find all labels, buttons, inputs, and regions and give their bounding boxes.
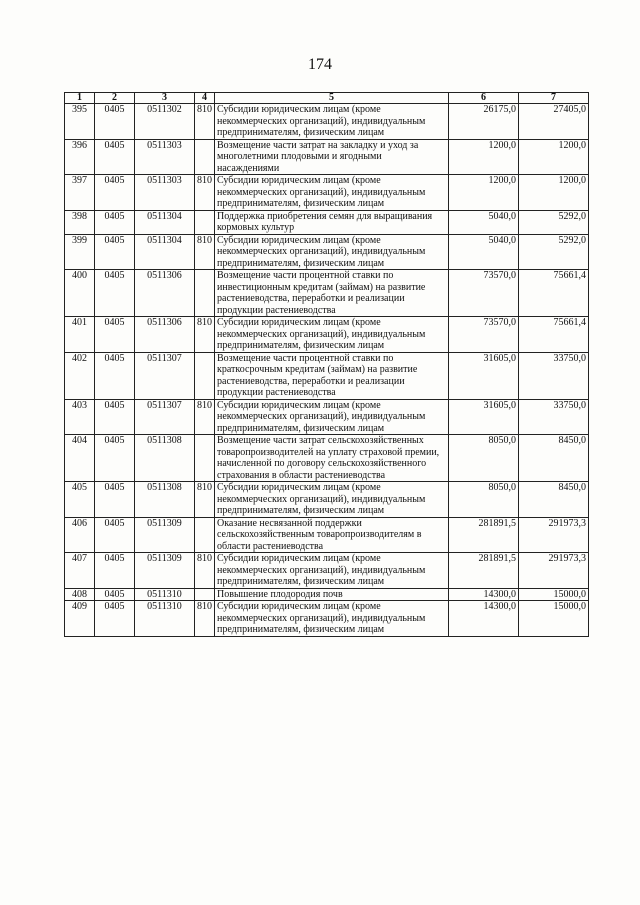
section-code-cell: 0405	[95, 210, 135, 234]
amount-col6-cell: 73570,0	[449, 317, 519, 353]
amount-col6-cell: 8050,0	[449, 435, 519, 482]
expense-type-cell: 810	[195, 234, 215, 270]
table-row	[65, 104, 589, 140]
item-name-cell: Поддержка приобретения семян для выращивания кормовых культур	[215, 210, 449, 234]
target-article-cell: 0511308	[135, 435, 195, 482]
target-article-cell: 0511304	[135, 210, 195, 234]
row-number-cell: 407	[65, 553, 95, 589]
amount-col7-cell: 27405,0	[519, 104, 589, 140]
page-number: 174	[308, 56, 332, 73]
expense-type-cell: 810	[195, 399, 215, 435]
amount-col6-cell: 26175,0	[449, 104, 519, 140]
target-article-cell: 0511310	[135, 601, 195, 637]
expense-type-cell: 810	[195, 104, 215, 140]
section-code-cell: 0405	[95, 399, 135, 435]
column-header: 7	[519, 93, 589, 104]
amount-col7-cell: 291973,3	[519, 553, 589, 589]
expense-type-cell	[195, 352, 215, 399]
row-number-cell: 395	[65, 104, 95, 140]
row-number-cell: 403	[65, 399, 95, 435]
amount-col7-cell: 1200,0	[519, 175, 589, 211]
item-name-cell: Субсидии юридическим лицам (кроме некоммерческих организаций), индивидуальным предпринимателям, физическим лицам	[215, 601, 449, 637]
target-article-cell: 0511306	[135, 270, 195, 317]
amount-col6-cell: 31605,0	[449, 399, 519, 435]
section-code-cell: 0405	[95, 588, 135, 601]
amount-col6-cell: 5040,0	[449, 234, 519, 270]
expense-type-cell: 810	[195, 482, 215, 518]
amount-col6-cell: 281891,5	[449, 517, 519, 553]
amount-col7-cell: 15000,0	[519, 588, 589, 601]
section-code-cell: 0405	[95, 175, 135, 211]
expense-type-cell: 810	[195, 175, 215, 211]
section-code-cell: 0405	[95, 601, 135, 637]
amount-col6-cell: 31605,0	[449, 352, 519, 399]
table-row	[65, 352, 589, 399]
amount-col6-cell: 1200,0	[449, 175, 519, 211]
row-number-cell: 409	[65, 601, 95, 637]
column-header: 4	[195, 93, 215, 104]
table-row	[65, 517, 589, 553]
row-number-cell: 399	[65, 234, 95, 270]
amount-col7-cell: 291973,3	[519, 517, 589, 553]
section-code-cell: 0405	[95, 352, 135, 399]
table-row	[65, 399, 589, 435]
amount-col6-cell: 14300,0	[449, 601, 519, 637]
target-article-cell: 0511304	[135, 234, 195, 270]
amount-col7-cell: 8450,0	[519, 482, 589, 518]
item-name-cell: Субсидии юридическим лицам (кроме некоммерческих организаций), индивидуальным предпринимателям, физическим лицам	[215, 175, 449, 211]
item-name-cell: Возмещение части процентной ставки по инвестиционным кредитам (займам) на развитие растениеводства, переработки и реализации продукции растениеводства	[215, 270, 449, 317]
amount-col6-cell: 5040,0	[449, 210, 519, 234]
row-number-cell: 404	[65, 435, 95, 482]
column-header: 3	[135, 93, 195, 104]
section-code-cell: 0405	[95, 139, 135, 175]
amount-col7-cell: 33750,0	[519, 352, 589, 399]
expense-type-cell	[195, 139, 215, 175]
row-number-cell: 408	[65, 588, 95, 601]
expense-type-cell	[195, 435, 215, 482]
target-article-cell: 0511308	[135, 482, 195, 518]
item-name-cell: Возмещение части процентной ставки по краткосрочным кредитам (займам) на развитие растениеводства, переработки и реализации продукции растениеводства	[215, 352, 449, 399]
target-article-cell: 0511309	[135, 553, 195, 589]
section-code-cell: 0405	[95, 104, 135, 140]
header-row	[65, 93, 589, 104]
item-name-cell: Субсидии юридическим лицам (кроме некоммерческих организаций), индивидуальным предпринимателям, физическим лицам	[215, 482, 449, 518]
expense-type-cell	[195, 270, 215, 317]
table-row	[65, 210, 589, 234]
column-header: 6	[449, 93, 519, 104]
section-code-cell: 0405	[95, 270, 135, 317]
amount-col7-cell: 5292,0	[519, 210, 589, 234]
target-article-cell: 0511307	[135, 352, 195, 399]
item-name-cell: Субсидии юридическим лицам (кроме некоммерческих организаций), индивидуальным предпринимателям, физическим лицам	[215, 553, 449, 589]
row-number-cell: 398	[65, 210, 95, 234]
target-article-cell: 0511303	[135, 175, 195, 211]
item-name-cell: Повышение плодородия почв	[215, 588, 449, 601]
row-number-cell: 397	[65, 175, 95, 211]
expense-type-cell	[195, 517, 215, 553]
item-name-cell: Субсидии юридическим лицам (кроме некоммерческих организаций), индивидуальным предпринимателям, физическим лицам	[215, 399, 449, 435]
section-code-cell: 0405	[95, 553, 135, 589]
budget-table	[64, 92, 589, 637]
target-article-cell: 0511310	[135, 588, 195, 601]
table-row	[65, 175, 589, 211]
table-row	[65, 435, 589, 482]
target-article-cell: 0511303	[135, 139, 195, 175]
target-article-cell: 0511306	[135, 317, 195, 353]
row-number-cell: 406	[65, 517, 95, 553]
amount-col6-cell: 14300,0	[449, 588, 519, 601]
expense-type-cell: 810	[195, 317, 215, 353]
amount-col6-cell: 8050,0	[449, 482, 519, 518]
table-row	[65, 234, 589, 270]
section-code-cell: 0405	[95, 234, 135, 270]
table-row	[65, 139, 589, 175]
table-row	[65, 482, 589, 518]
table-row	[65, 553, 589, 589]
table-row	[65, 270, 589, 317]
item-name-cell: Субсидии юридическим лицам (кроме некоммерческих организаций), индивидуальным предпринимателям, физическим лицам	[215, 317, 449, 353]
amount-col6-cell: 1200,0	[449, 139, 519, 175]
item-name-cell: Оказание несвязанной поддержки сельскохозяйственным товаропроизводителям в области растениеводства	[215, 517, 449, 553]
table-row	[65, 601, 589, 637]
section-code-cell: 0405	[95, 317, 135, 353]
target-article-cell: 0511309	[135, 517, 195, 553]
item-name-cell: Субсидии юридическим лицам (кроме некоммерческих организаций), индивидуальным предпринимателям, физическим лицам	[215, 104, 449, 140]
row-number-cell: 396	[65, 139, 95, 175]
target-article-cell: 0511302	[135, 104, 195, 140]
amount-col7-cell: 75661,4	[519, 317, 589, 353]
item-name-cell: Возмещение части затрат сельскохозяйственных товаропроизводителей на уплату страховой премии, начисленной по договору сельскохозяйственного страхования в области растениеводства	[215, 435, 449, 482]
column-header: 2	[95, 93, 135, 104]
amount-col7-cell: 33750,0	[519, 399, 589, 435]
section-code-cell: 0405	[95, 482, 135, 518]
expense-type-cell: 810	[195, 553, 215, 589]
section-code-cell: 0405	[95, 517, 135, 553]
section-code-cell: 0405	[95, 435, 135, 482]
amount-col7-cell: 5292,0	[519, 234, 589, 270]
amount-col6-cell: 281891,5	[449, 553, 519, 589]
row-number-cell: 401	[65, 317, 95, 353]
row-number-cell: 400	[65, 270, 95, 317]
amount-col7-cell: 75661,4	[519, 270, 589, 317]
amount-col6-cell: 73570,0	[449, 270, 519, 317]
amount-col7-cell: 1200,0	[519, 139, 589, 175]
expense-type-cell: 810	[195, 601, 215, 637]
item-name-cell: Возмещение части затрат на закладку и уход за многолетними плодовыми и ягодными насаждениями	[215, 139, 449, 175]
column-header: 1	[65, 93, 95, 104]
row-number-cell: 402	[65, 352, 95, 399]
amount-col7-cell: 15000,0	[519, 601, 589, 637]
row-number-cell: 405	[65, 482, 95, 518]
table-body	[65, 104, 589, 637]
table-row	[65, 317, 589, 353]
item-name-cell: Субсидии юридическим лицам (кроме некоммерческих организаций), индивидуальным предпринимателям, физическим лицам	[215, 234, 449, 270]
expense-type-cell	[195, 588, 215, 601]
target-article-cell: 0511307	[135, 399, 195, 435]
expense-type-cell	[195, 210, 215, 234]
column-header: 5	[215, 93, 449, 104]
amount-col7-cell: 8450,0	[519, 435, 589, 482]
table-row	[65, 588, 589, 601]
